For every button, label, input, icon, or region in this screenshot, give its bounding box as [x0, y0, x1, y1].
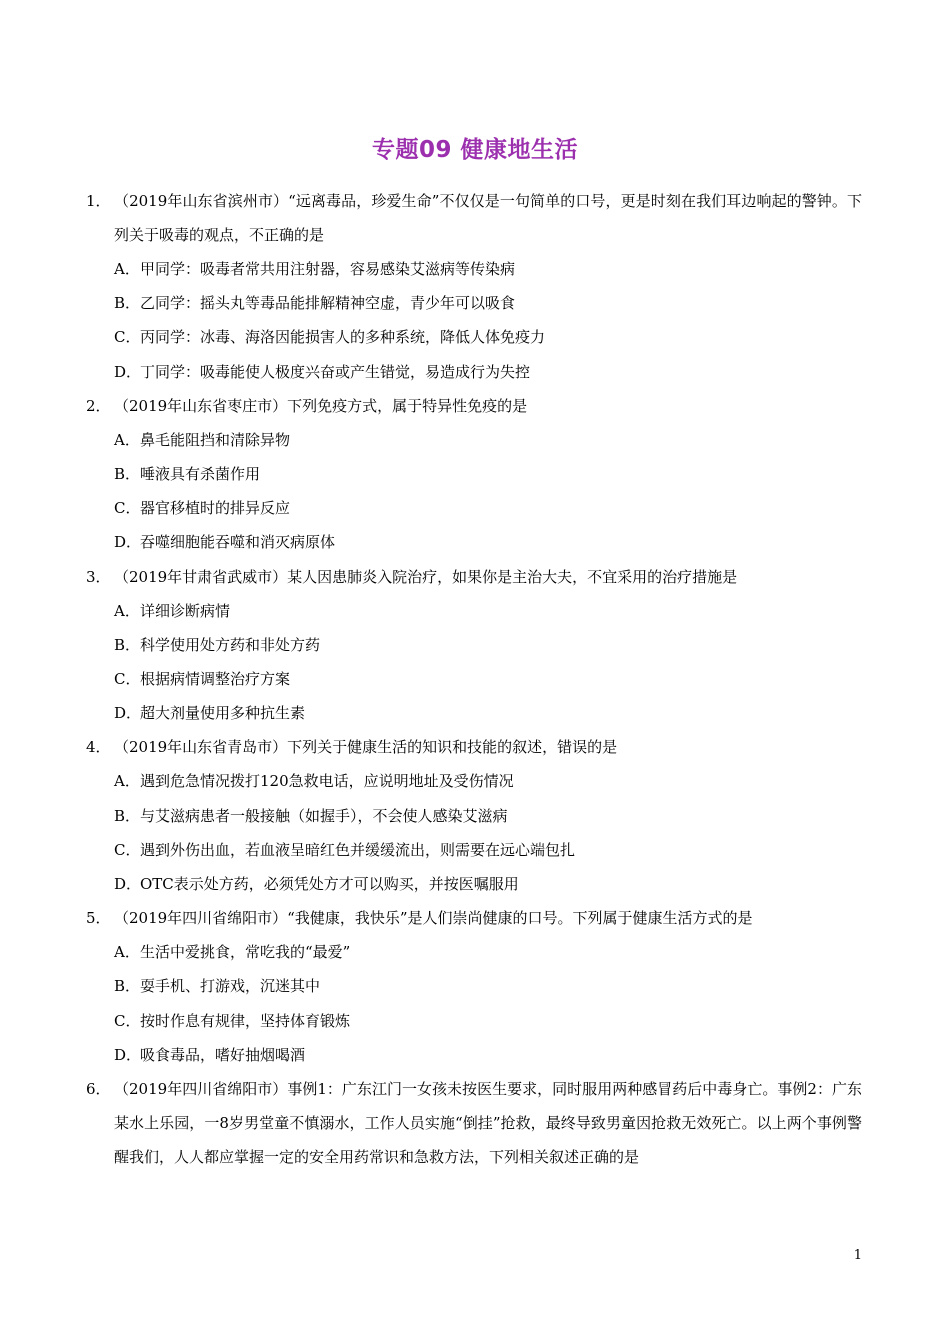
question-3: [86, 560, 862, 594]
option-letter: C．: [114, 328, 141, 347]
option-text: 鼻毛能阻挡和清除异物: [140, 430, 291, 449]
question-4: [86, 730, 862, 764]
option-c: [86, 833, 862, 867]
option-text: 吞噬细胞能吞噬和消灭病原体: [140, 533, 336, 552]
option-text: 遇到危急情况拨打120急救电话，应说明地址及受伤情况: [140, 772, 514, 791]
option-c: [86, 320, 862, 354]
option-text: 详细诊断病情: [140, 601, 231, 620]
option-text: 耍手机、打游戏，沉迷其中: [140, 977, 321, 996]
option-letter: D．: [114, 1045, 142, 1064]
option-a: [86, 594, 862, 628]
option-text: 科学使用处方药和非处方药: [140, 635, 321, 654]
question-5: [86, 901, 862, 935]
option-letter: B．: [114, 294, 141, 313]
option-letter: C．: [114, 840, 141, 859]
option-letter: B．: [114, 806, 141, 825]
option-c: [86, 491, 862, 525]
option-b: [86, 457, 862, 491]
option-d: [86, 355, 862, 389]
option-text: 遇到外伤出血，若血液呈暗红色并缓缓流出，则需要在远心端包扎: [140, 840, 576, 859]
option-letter: C．: [114, 499, 141, 518]
option-letter: A．: [114, 601, 140, 620]
option-letter: D．: [114, 362, 142, 381]
option-letter: B．: [114, 465, 141, 484]
option-letter: D．: [114, 875, 142, 894]
option-a: [86, 423, 862, 457]
option-b: [86, 799, 862, 833]
option-text: 吸食毒品，嗜好抽烟喝酒: [140, 1045, 306, 1064]
option-a: [86, 252, 862, 286]
option-letter: C．: [114, 670, 141, 689]
option-b: [86, 628, 862, 662]
question-number: 4．: [86, 738, 111, 757]
option-a: [86, 764, 862, 798]
option-letter: A．: [114, 943, 140, 962]
question-stem: （2019年四川省绵阳市）事例1：广东江门一女孩未按医生要求，同时服用两种感冒药后中毒身亡。事例2：广东某水上乐园，一8岁男堂童不慎溺水，工作人员实施“倒挂”抢救，最终导致男童因抢救无效死亡。以上两个事例警醒我们，人人都应掌握一定的安全用药常识和急救方法，下列相关叙述正确的是: [114, 1080, 863, 1167]
page-title: 专题09 健康地生活: [371, 137, 578, 163]
option-b: [86, 286, 862, 320]
option-text: 唾液具有杀菌作用: [140, 465, 261, 484]
option-text: 按时作息有规律，坚持体育锻炼: [140, 1011, 351, 1030]
question-stem: （2019年山东省滨州市）“远离毒品，珍爱生命”不仅仅是一句简单的口号，更是时刻在我们耳边响起的警钟。下列关于吸毒的观点，不正确的是: [114, 192, 862, 244]
question-list: [86, 184, 862, 1174]
option-text: 根据病情调整治疗方案: [140, 670, 291, 689]
option-text: 器官移植时的排异反应: [140, 499, 291, 518]
question-stem: （2019年四川省绵阳市）“我健康，我快乐”是人们崇尚健康的口号。下列属于健康生活方式的是: [114, 909, 753, 928]
question-stem: （2019年山东省青岛市）下列关于健康生活的知识和技能的叙述，错误的是: [114, 738, 618, 757]
option-d: [86, 525, 862, 559]
option-b: [86, 969, 862, 1003]
option-text: 生活中爱挑食，常吃我的“最爱”: [140, 943, 351, 962]
option-d: [86, 696, 862, 730]
question-number: 3．: [86, 567, 111, 586]
option-text: OTC表示处方药，必须凭处方才可以购买，并按医嘱服用: [140, 875, 519, 894]
question-number: 6．: [86, 1080, 111, 1099]
option-letter: B．: [114, 977, 141, 996]
question-2: [86, 389, 862, 423]
option-letter: A．: [114, 260, 140, 278]
question-6: [86, 1072, 862, 1174]
question-stem: （2019年山东省枣庄市）下列免疫方式，属于特异性免疫的是: [114, 396, 528, 415]
option-letter: C．: [114, 1011, 141, 1030]
option-letter: D．: [114, 533, 142, 552]
option-text: 与艾滋病患者一般接触（如握手），不会使人感染艾滋病: [140, 806, 508, 825]
option-text: 超大剂量使用多种抗生素: [140, 704, 306, 723]
option-c: [86, 1004, 862, 1038]
option-text: 甲同学：吸毒者常共用注射器，容易感染艾滋病等传染病: [140, 260, 516, 278]
option-d: [86, 1038, 862, 1072]
option-letter: A．: [114, 772, 140, 791]
option-text: 丁同学：吸毒能使人极度兴奋或产生错觉，易造成行为失控: [140, 362, 531, 381]
option-text: 乙同学：摇头丸等毒品能排解精神空虚，青少年可以吸食: [140, 294, 516, 313]
question-1: [86, 184, 862, 252]
option-letter: D．: [114, 704, 142, 723]
question-number: 2．: [86, 396, 111, 415]
option-letter: A．: [114, 430, 140, 449]
question-number: 5．: [86, 909, 111, 928]
question-stem: （2019年甘肃省武威市）某人因患肺炎入院治疗，如果你是主治大夫，不宜采用的治疗措施是: [114, 567, 738, 586]
question-number: 1．: [86, 192, 111, 210]
option-d: [86, 867, 862, 901]
page-number: 1: [853, 1248, 862, 1263]
option-c: [86, 662, 862, 696]
option-text: 丙同学：冰毒、海洛因能损害人的多种系统，降低人体免疫力: [140, 328, 546, 347]
option-a: [86, 935, 862, 969]
option-letter: B．: [114, 635, 141, 654]
